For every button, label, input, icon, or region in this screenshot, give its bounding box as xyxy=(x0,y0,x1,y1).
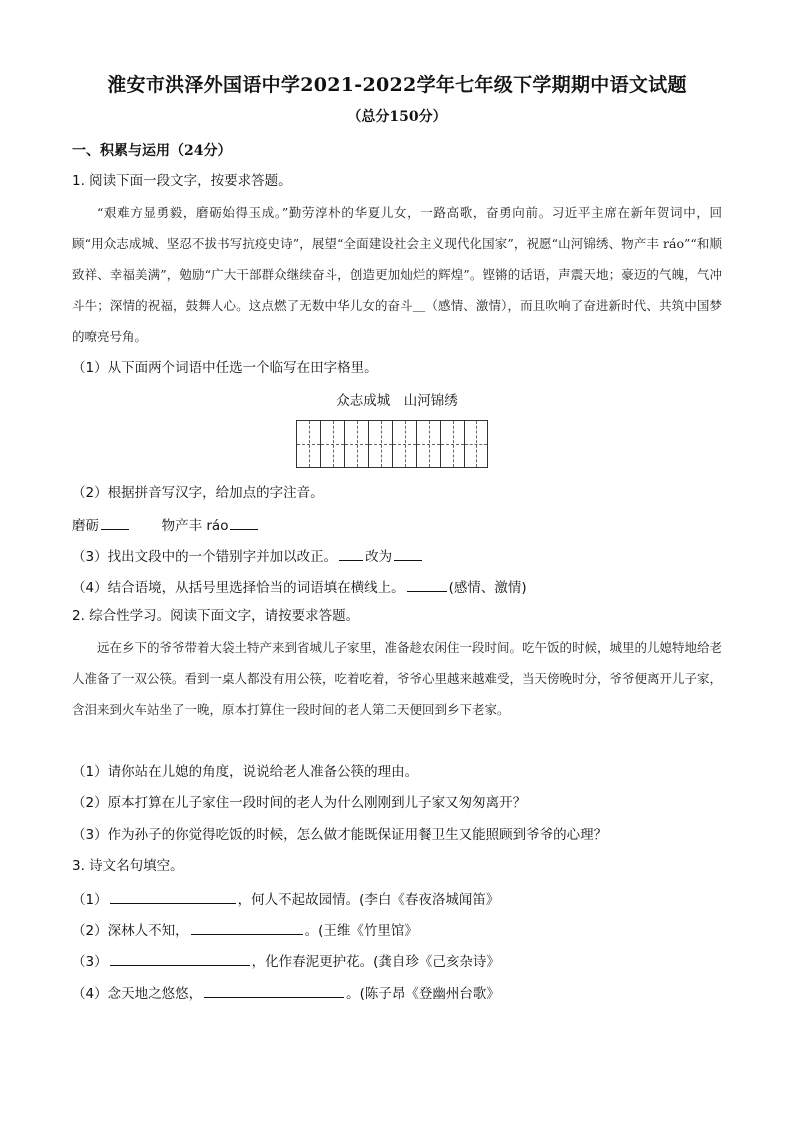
q1-sub3-text: （3）找出文段中的一个错别字并加以改正。 xyxy=(72,549,338,565)
q2-sub1: （1）请你站在儿媳的角度，说说给老人准备公筷的理由。 xyxy=(72,764,419,780)
q2-passage: 远在乡下的爷爷带着大袋土特产来到省城儿子家里，准备趁农闲住一段时间。吃午饭的时候，城里的儿媳特地给老人准备了一双公筷。看到一桌人都没有用公筷，吃着吃着，爷爷心里越来越难受，当天傍晚时分，爷爷便离开儿子家，含泪来到火车站坐了一晚，原本打算住一段时间的老人第二天便回到乡下老家。 xyxy=(72,640,723,717)
answer-blank[interactable] xyxy=(101,514,129,530)
q1-words: 众志成城 山河锦绣 xyxy=(336,393,458,409)
q1-passage: “艰难方显勇毅，磨砺始得玉成。”勤劳淳朴的华夏儿女，一路高歌，奋勇向前。习近平主席在新年贺词中，回顾“用众志成城、坚忍不拔书写抗疫史诗”，展望“全面建设社会主义现代化国家”，祝愿“山河锦绣、物产丰 ráo”“和顺致祥、幸福美满”，勉励“广大干部群众继续奋斗，创造更加灿烂的辉煌”。铿锵的话语，声震天地；豪迈的气魄，气冲斗牛；深情的祝福，鼓舞人心。这点燃了无数中华儿女的奋斗＿（感情、激情），而且吹响了奋进新时代、共筑中国梦的嘹亮号角。 xyxy=(72,205,722,344)
q3-l1-prefix: （1） xyxy=(72,892,108,908)
section-heading: 一、积累与运用（24分） xyxy=(72,143,232,159)
answer-blank[interactable] xyxy=(110,888,236,904)
page-subtitle: （总分150分） xyxy=(347,109,447,125)
answer-blank[interactable] xyxy=(407,576,447,592)
q1-stem: 1. 阅读下面一段文字，按要求答题。 xyxy=(72,173,292,189)
grid-cell[interactable] xyxy=(464,420,488,468)
q2-sub3: （3）作为孙子的你觉得吃饭的时候，怎么做才能既保证用餐卫生又能照顾到爷爷的心理？ xyxy=(72,827,608,843)
answer-blank[interactable] xyxy=(339,545,363,561)
grid-cell[interactable] xyxy=(440,420,464,468)
grid-cell[interactable] xyxy=(320,420,344,468)
q1-sub3 xyxy=(72,545,424,567)
grid-cell[interactable] xyxy=(296,420,320,468)
fill-label-b: 物产丰 ráo xyxy=(161,518,229,534)
q3-l2-text: （2）深林人不知， xyxy=(72,923,189,939)
answer-blank[interactable] xyxy=(394,545,422,561)
q1-sub4-options: (感情、激情) xyxy=(448,580,527,596)
q2-sub2: （2）原本打算在儿子家住一段时间的老人为什么刚刚到儿子家又匆匆离开？ xyxy=(72,795,527,811)
answer-blank[interactable] xyxy=(230,514,258,530)
answer-blank[interactable] xyxy=(204,982,344,998)
q3-line1 xyxy=(72,888,499,910)
q1-fill-row xyxy=(72,514,260,536)
grid-cell[interactable] xyxy=(392,420,416,468)
q3-line4 xyxy=(72,982,500,1004)
q3-l1-text: ，何人不起故园情。(李白《春夜洛城闻笛》 xyxy=(237,892,500,908)
tianzige-grid[interactable] xyxy=(296,420,488,468)
answer-blank[interactable] xyxy=(110,950,250,966)
q1-sub4 xyxy=(72,576,527,598)
grid-cell[interactable] xyxy=(344,420,368,468)
q3-l4-source: 。(陈子昂《登幽州台歌》 xyxy=(346,986,500,1002)
q3-l2-source: 。(王维《竹里馆》 xyxy=(304,923,418,939)
q3-l4-text: （4）念天地之悠悠， xyxy=(72,986,203,1002)
q1-sub2: （2）根据拼音写汉字，给加点的字注音。 xyxy=(72,485,324,501)
q3-l3-prefix: （3） xyxy=(72,954,108,970)
q2-stem: 2. 综合性学习。阅读下面文字，请按要求答题。 xyxy=(72,608,360,624)
q1-sub3-text-b: 改为 xyxy=(365,549,393,565)
page-title: 淮安市洪泽外国语中学2021-2022学年七年级下学期期中语文试题 xyxy=(107,74,687,96)
q3-line2 xyxy=(72,919,418,941)
q1-sub1: （1）从下面两个词语中任选一个临写在田字格里。 xyxy=(72,360,378,376)
q1-sub4-text: （4）结合语境，从括号里选择恰当的词语填在横线上。 xyxy=(72,580,405,596)
q3-stem: 3. 诗文名句填空。 xyxy=(72,858,184,874)
q3-line3 xyxy=(72,950,500,972)
grid-cell[interactable] xyxy=(368,420,392,468)
answer-blank[interactable] xyxy=(191,919,303,935)
grid-cell[interactable] xyxy=(416,420,440,468)
q3-l3-text: ，化作春泥更护花。(龚自珍《己亥杂诗》 xyxy=(251,954,500,970)
fill-label-a: 磨砺 xyxy=(72,518,99,534)
